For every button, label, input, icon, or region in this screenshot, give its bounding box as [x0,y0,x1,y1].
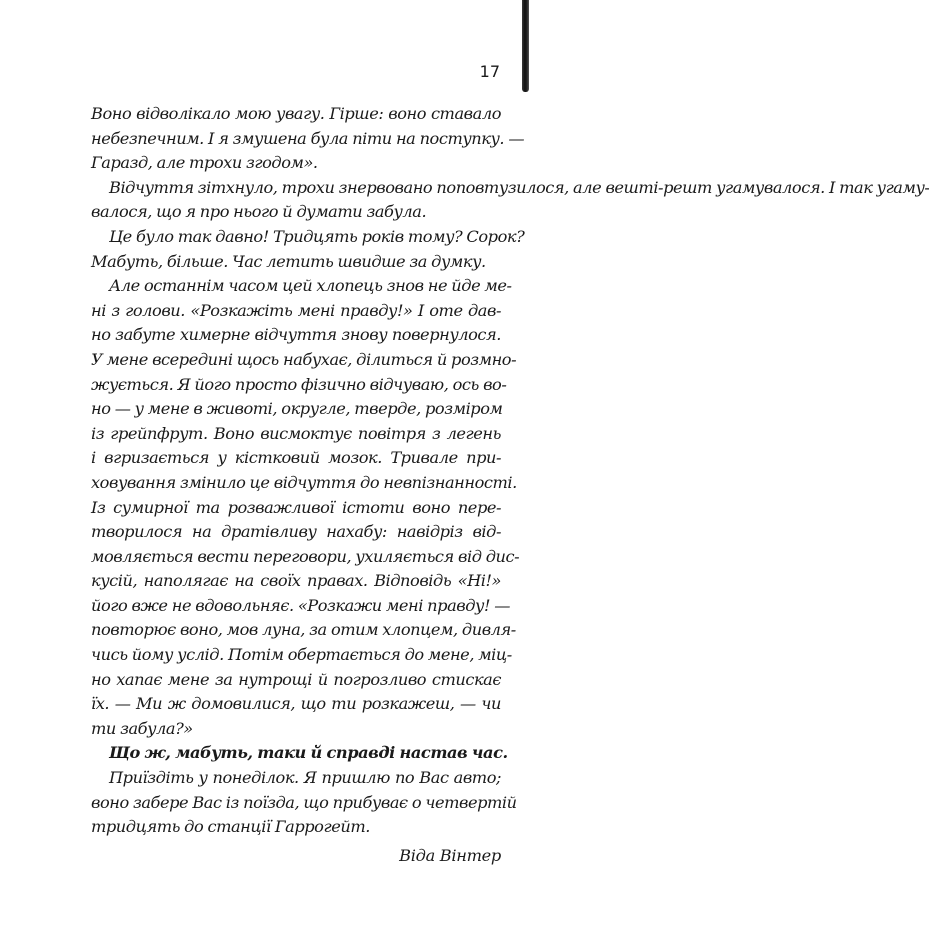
text-line: Відчуття зітхнуло, трохи знервовано поповтузилося, але вешті-решт угамувалося. І так угаму- [109,177,929,197]
emphasized-line: Що ж, мабуть, таки й справді настав час. [109,743,508,763]
text-line: жується. Я його просто фізично відчуваю, ось во- [91,374,507,394]
text-line: ховування змінило це відчуття до невпізнанності. [91,472,517,492]
text-line: чись йому услід. Потім обертається до мене, міц- [91,645,512,665]
text-line: тридцять до станції Гаррогейт. [91,817,370,837]
text-line: но — у мене в животі, округле, тверде, розміром [91,399,503,419]
text-line: повторює воно, мов луна, за отим хлопцем, дивля- [91,620,516,640]
text-line: Приїздіть у понеділок. Я пришлю по Вас авто; [109,768,501,788]
text-line: ні з голови. «Розкажіть мені правду!» І оте дав- [91,300,501,320]
signature: Віда Вінтер [399,846,501,865]
text-line: кусій, наполягає на своїх правах. Відповідь «Ні!» [91,571,501,591]
text-line: Мабуть, більше. Час летить швидше за думку. [91,251,486,271]
text-line: його вже не вдовольняє. «Розкажи мені правду! — [91,595,510,615]
text-line: їх. — Ми ж домовилися, що ти розкажеш, — чи [91,694,501,714]
text-line: воно забере Вас із поїзда, що прибуває о четвертій [91,792,517,812]
page-edge-mark [522,0,529,92]
text-line: но забуте химерне відчуття знову повернулося. [91,325,501,345]
text-line: ти забула?» [91,718,193,738]
text-line: У мене всередині щось набухає, ділиться й розмно- [91,349,517,369]
text-line: із грейпфрут. Воно висмоктує повітря з легень [91,423,501,443]
text-line: валося, що я про нього й думати забула. [91,202,427,222]
text-line: Воно відволікало мою увагу. Гірше: воно ставало [91,104,501,123]
text-line: Але останнім часом цей хлопець знов не йде ме- [109,276,512,296]
text-line: Із сумирної та розважливої істоти воно пере- [91,497,501,517]
body-text [91,102,929,840]
text-line: творилося на дратівливу нахабу: навідріз від- [91,522,501,542]
page-number: 17 [479,62,500,81]
text-line: мовляється вести переговори, ухиляється від дис- [91,546,520,566]
text-line: но хапає мене за нутрощі й погрозливо стискає [91,669,501,689]
text-line: небезпечним. І я змушена була піти на поступку. — [91,128,525,148]
text-line: Гаразд, але трохи згодом». [91,153,318,173]
text-line: і вгризається у кістковий мозок. Тривале при- [91,448,501,468]
text-line: Це було так давно! Тридцять років тому? Сорок? [109,226,525,246]
